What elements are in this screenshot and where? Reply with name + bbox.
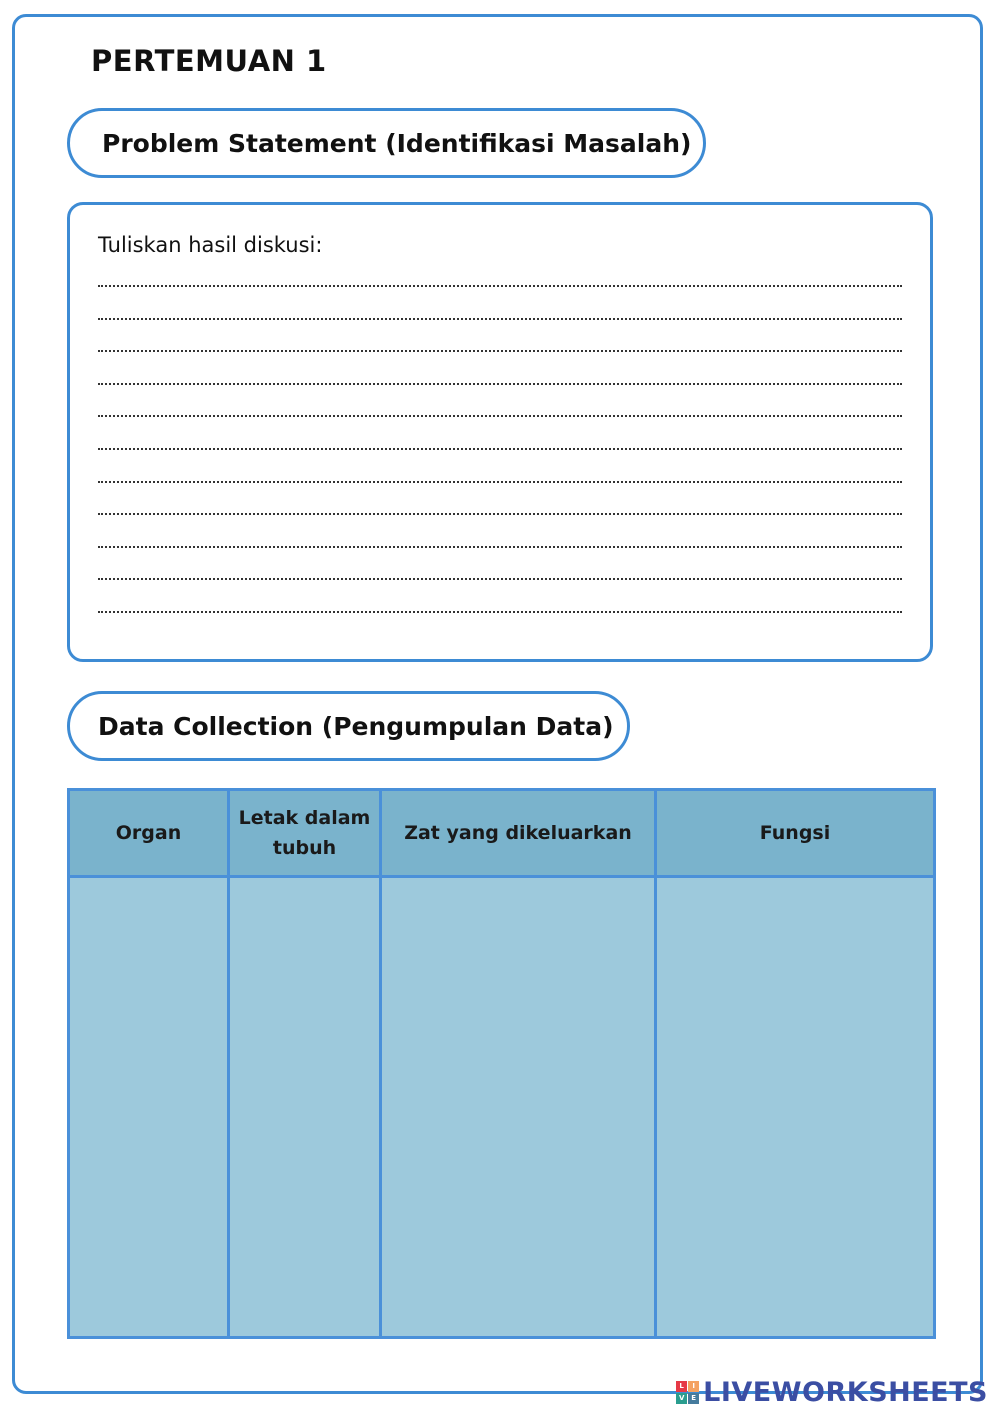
column-header-substance: Zat yang dikeluarkan	[381, 790, 656, 877]
watermark-text: LIVEWORKSHEETS	[703, 1377, 988, 1408]
logo-letter: V	[676, 1393, 687, 1404]
cell-substance[interactable]	[381, 877, 656, 1338]
answer-line[interactable]	[98, 546, 902, 548]
answer-line[interactable]	[98, 285, 902, 287]
logo-letter: L	[676, 1381, 687, 1392]
answer-line[interactable]	[98, 481, 902, 483]
column-header-location: Letak dalam tubuh	[229, 790, 381, 877]
table-header-row	[69, 790, 935, 877]
answer-line[interactable]	[98, 383, 902, 385]
column-header-function: Fungsi	[656, 790, 935, 877]
logo-letter: I	[688, 1381, 699, 1392]
logo-letter: E	[688, 1393, 699, 1404]
liveworksheets-logo-icon	[676, 1381, 699, 1404]
answer-line[interactable]	[98, 513, 902, 515]
answer-line[interactable]	[98, 578, 902, 580]
answer-line[interactable]	[98, 611, 902, 613]
problem-statement-heading-text: Problem Statement (Identifikasi Masalah)	[102, 128, 692, 158]
cell-location[interactable]	[229, 877, 381, 1338]
discussion-answer-box	[67, 202, 933, 662]
answer-line[interactable]	[98, 318, 902, 320]
answer-line[interactable]	[98, 415, 902, 417]
cell-function[interactable]	[656, 877, 935, 1338]
cell-organ[interactable]	[69, 877, 229, 1338]
table-row	[69, 877, 935, 1338]
data-collection-heading	[67, 691, 630, 761]
data-collection-heading-text: Data Collection (Pengumpulan Data)	[98, 711, 614, 741]
answer-line[interactable]	[98, 350, 902, 352]
discussion-prompt: Tuliskan hasil diskusi:	[98, 233, 323, 257]
page-title: PERTEMUAN 1	[91, 44, 327, 78]
data-collection-table	[67, 788, 936, 1339]
problem-statement-heading	[67, 108, 706, 178]
liveworksheets-watermark	[676, 1377, 988, 1408]
answer-line[interactable]	[98, 448, 902, 450]
column-header-organ: Organ	[69, 790, 229, 877]
